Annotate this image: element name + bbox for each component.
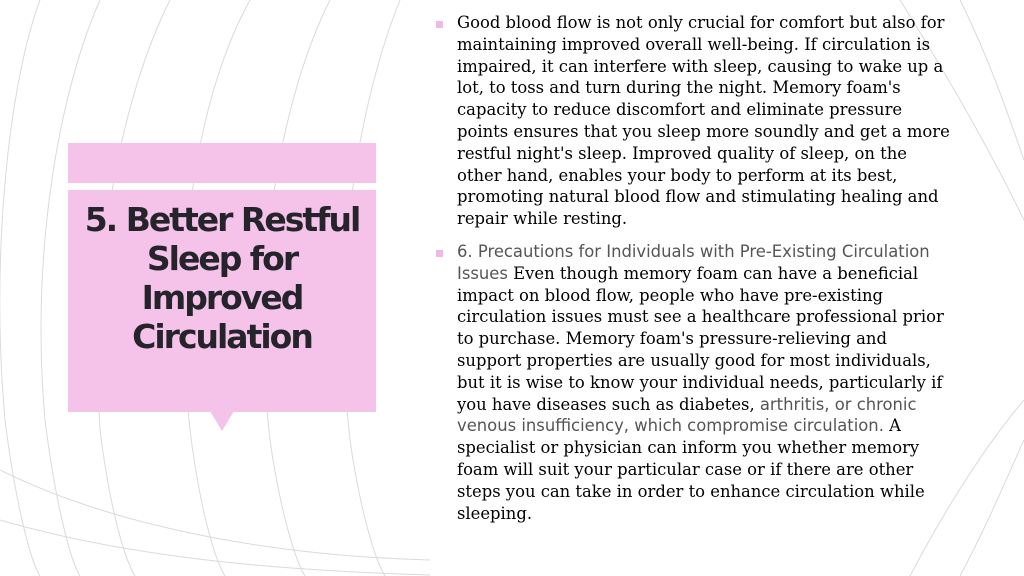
bullet-2-paragraph [457,241,956,524]
bullet-square-icon [436,21,443,28]
bullet-1-text: Good blood flow is not only crucial for comfort but also for maintaining improved overall well-being. If circulation is impaired, it can interfere with sleep, causing to wake up a lot, to toss and turn during the night. Memory foam's capacity to reduce discomfort and eliminate pressure points ensures that you sleep more soundly and get a more restful night's sleep. Improved quality of sleep, on the other hand, enables your body to perform at its best, promoting natural blood flow and stimulating healing and repair while resting. [457,13,950,229]
bullet-item-2 [436,241,956,524]
bullet-2-text-part3: A specialist or physician can inform you whether memory foam will suit your particular case or if there are other steps you can take in order to enhance circulation while sleeping. [457,416,925,523]
bullet-square-icon [436,250,443,257]
title-callout [68,190,376,412]
bullet-2-heading: 6. Precautions for Individuals with Pre-Existing Circulation Issues [457,241,930,283]
slide-title: 5. Better Restful Sleep for Improved Circulation [84,200,360,356]
bullet-2-text-part2: arthritis, or chronic venous insufficiency, which compromise circulation. [457,394,917,436]
bullet-2-text-part1: Even though memory foam can have a beneficial impact on blood flow, people who have pre-existing circulation issues must see a healthcare professional prior to purchase. Memory foam's pressure-relieving and support properties are usually good for most individuals, but it is wise to know your individual needs, particularly if you have diseases such as diabetes, [457,263,944,414]
slide-body [436,12,956,524]
bullet-item-1 [436,12,956,230]
title-accent-bar [68,143,376,183]
callout-pointer [210,411,234,431]
